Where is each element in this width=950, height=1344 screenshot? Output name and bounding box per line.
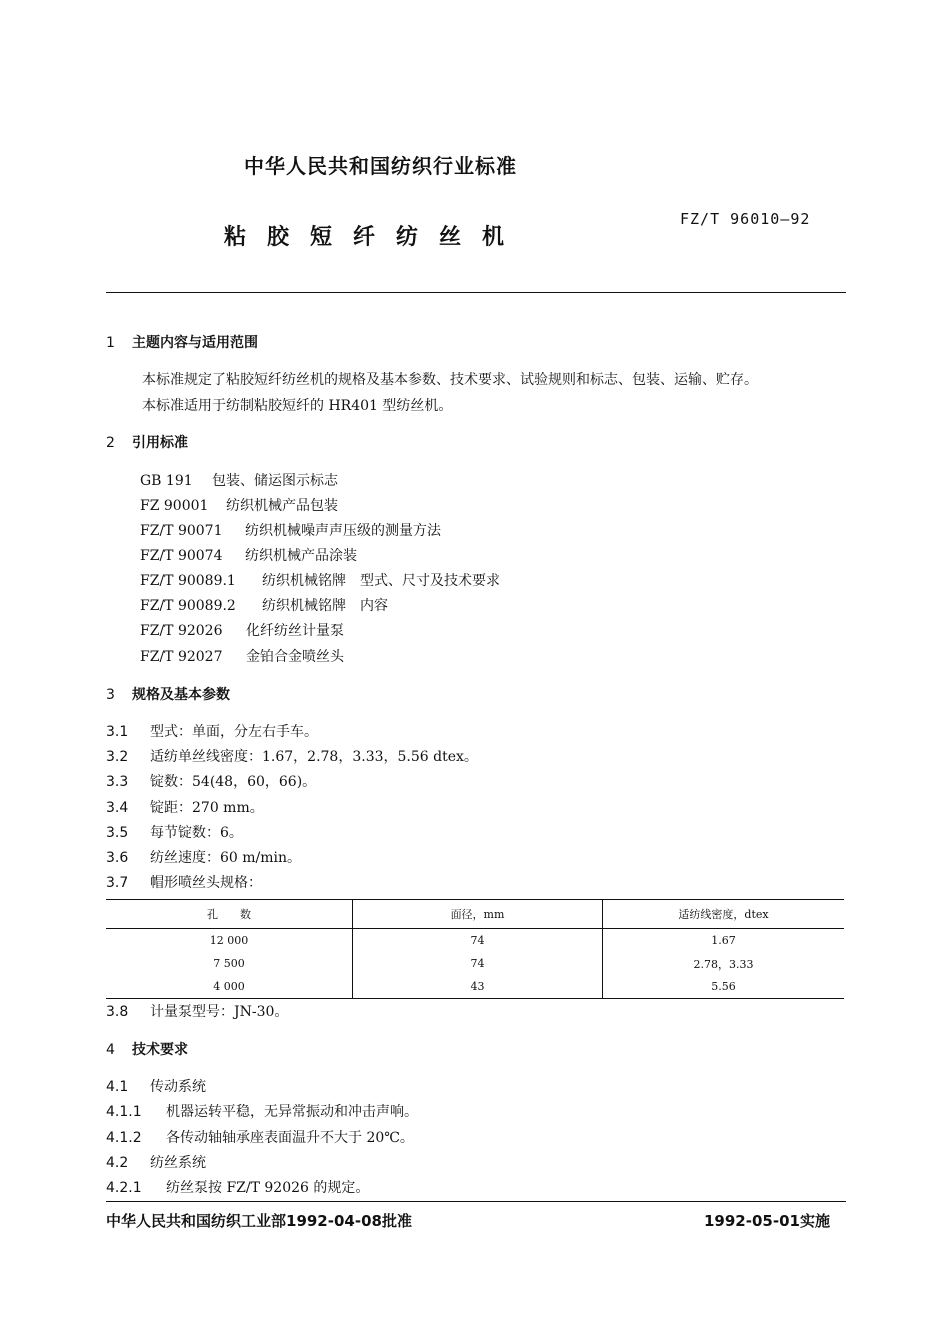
clause-text: 锭距：270 mm。 <box>150 800 264 816</box>
reference-code: FZ/T 92027 <box>140 649 223 665</box>
clause <box>106 746 478 766</box>
section-number: 3 <box>106 687 115 703</box>
clause <box>106 1152 206 1172</box>
clause-number: 4.1 <box>106 1079 129 1095</box>
section-1-heading <box>106 332 258 352</box>
clause-number: 4.2 <box>106 1155 129 1171</box>
clause-text: 纺丝速度：60 m/min。 <box>150 850 302 866</box>
reference-title: 纺织机械铭牌 型式、尺寸及技术要求 <box>262 573 500 589</box>
paragraph: 本标准规定了粘胶短纤纺丝机的规格及基本参数、技术要求、试验规则和标志、包装、运输、贮存。 <box>142 372 758 388</box>
reference-code: FZ 90001 <box>140 498 209 514</box>
clause <box>106 721 318 741</box>
reference-title: 包装、储运图示标志 <box>212 473 338 489</box>
clause-number: 3.2 <box>106 749 129 765</box>
clause-number: 3.6 <box>106 850 129 866</box>
table-cell: 74 <box>353 929 603 953</box>
clause-text: 机器运转平稳，无异常振动和冲击声响。 <box>166 1104 418 1120</box>
section-title: 主题内容与适用范围 <box>132 335 258 351</box>
reference-item <box>140 620 344 640</box>
clause <box>106 1001 288 1021</box>
clause-number: 4.1.1 <box>106 1104 142 1120</box>
reference-code: FZ/T 90071 <box>140 523 223 539</box>
clause-text: 每节锭数：6。 <box>150 825 243 841</box>
table-cell: 4 000 <box>213 980 245 993</box>
reference-item <box>140 520 441 540</box>
clause-text: 锭数：54(48，60，66)。 <box>150 774 317 790</box>
clause-number: 4.2.1 <box>106 1180 142 1196</box>
section-4-heading <box>106 1039 188 1059</box>
clause-text: 适纺单丝线密度：1.67，2.78，3.33，5.56 dtex。 <box>150 749 478 765</box>
clause-number: 3.4 <box>106 800 129 816</box>
reference-title: 化纤纺丝计量泵 <box>246 623 344 639</box>
column-header: 面径，mm <box>353 900 603 929</box>
reference-code: FZ/T 90074 <box>140 548 223 564</box>
reference-title: 纺织机械产品涂装 <box>245 548 357 564</box>
paragraph: 本标准适用于纺制粘胶短纤的 HR401 型纺丝机。 <box>142 398 453 414</box>
reference-item <box>140 570 500 590</box>
clause-number: 4.1.2 <box>106 1130 142 1146</box>
clause <box>106 847 301 867</box>
clause-number: 3.1 <box>106 724 129 740</box>
clause <box>106 1177 369 1197</box>
reference-code: FZ/T 90089.2 <box>140 598 236 614</box>
clause <box>106 797 264 817</box>
clause-text: 帽形喷丝头规格： <box>150 875 262 891</box>
table-row <box>106 929 844 953</box>
section-number: 2 <box>106 435 115 451</box>
table-cell: 74 <box>353 952 603 975</box>
column-header: 适纺线密度，dtex <box>603 900 845 929</box>
reference-title: 金铂合金喷丝头 <box>246 649 344 665</box>
clause <box>106 872 262 892</box>
reference-title: 纺织机械铭牌 内容 <box>262 598 388 614</box>
table-cell: 43 <box>353 975 603 999</box>
section-number: 4 <box>106 1042 115 1058</box>
clause-text: 计量泵型号：JN-30。 <box>150 1004 289 1020</box>
reference-item <box>140 470 338 490</box>
table-row <box>106 975 844 999</box>
header-divider <box>106 292 846 293</box>
issuing-organization: 中华人民共和国纺织行业标准 <box>244 154 517 178</box>
clause-text: 纺丝系统 <box>150 1155 206 1171</box>
clause <box>106 771 316 791</box>
clause <box>106 1101 418 1121</box>
column-header: 孔 数 <box>106 900 353 929</box>
clause-text: 纺丝泵按 FZ/T 92026 的规定。 <box>166 1180 370 1196</box>
section-title: 规格及基本参数 <box>132 687 230 703</box>
table-cell: 12 000 <box>209 934 249 947</box>
spinneret-spec-table <box>106 899 844 999</box>
clause-number: 3.5 <box>106 825 129 841</box>
clause-number: 3.8 <box>106 1004 129 1020</box>
section-number: 1 <box>106 335 115 351</box>
reference-code: GB 191 <box>140 473 193 489</box>
clause-text: 传动系统 <box>150 1079 206 1095</box>
clause <box>106 1127 414 1147</box>
standard-code: FZ/T 96010—92 <box>680 210 811 228</box>
section-title: 技术要求 <box>132 1042 188 1058</box>
reference-item <box>140 595 388 615</box>
approval-line: 中华人民共和国纺织工业部1992-04-08批准 <box>106 1212 412 1230</box>
reference-code: FZ/T 92026 <box>140 623 223 639</box>
table-cell: 2.78，3.33 <box>603 952 845 975</box>
document-title: 粘胶短纤纺丝机 <box>224 225 526 250</box>
reference-title: 纺织机械产品包装 <box>226 498 338 514</box>
clause <box>106 822 243 842</box>
reference-item <box>140 545 357 565</box>
table-cell: 7 500 <box>213 957 245 970</box>
clause-number: 3.7 <box>106 875 129 891</box>
clause <box>106 1076 206 1096</box>
clause-text: 型式：单面，分左右手车。 <box>150 724 318 740</box>
footer-divider <box>106 1201 846 1202</box>
section-3-heading <box>106 684 230 704</box>
table-cell: 5.56 <box>603 975 845 999</box>
table-cell: 1.67 <box>603 929 845 953</box>
clause-number: 3.3 <box>106 774 129 790</box>
reference-item <box>140 646 344 666</box>
section-title: 引用标准 <box>132 435 188 451</box>
section-2-heading <box>106 432 188 452</box>
implementation-date: 1992-05-01实施 <box>704 1212 830 1230</box>
reference-item <box>140 495 338 515</box>
reference-code: FZ/T 90089.1 <box>140 573 236 589</box>
table-header-row <box>106 900 844 929</box>
clause-text: 各传动轴轴承座表面温升不大于 20℃。 <box>166 1130 414 1146</box>
reference-title: 纺织机械噪声声压级的测量方法 <box>245 523 441 539</box>
table-row <box>106 952 844 975</box>
